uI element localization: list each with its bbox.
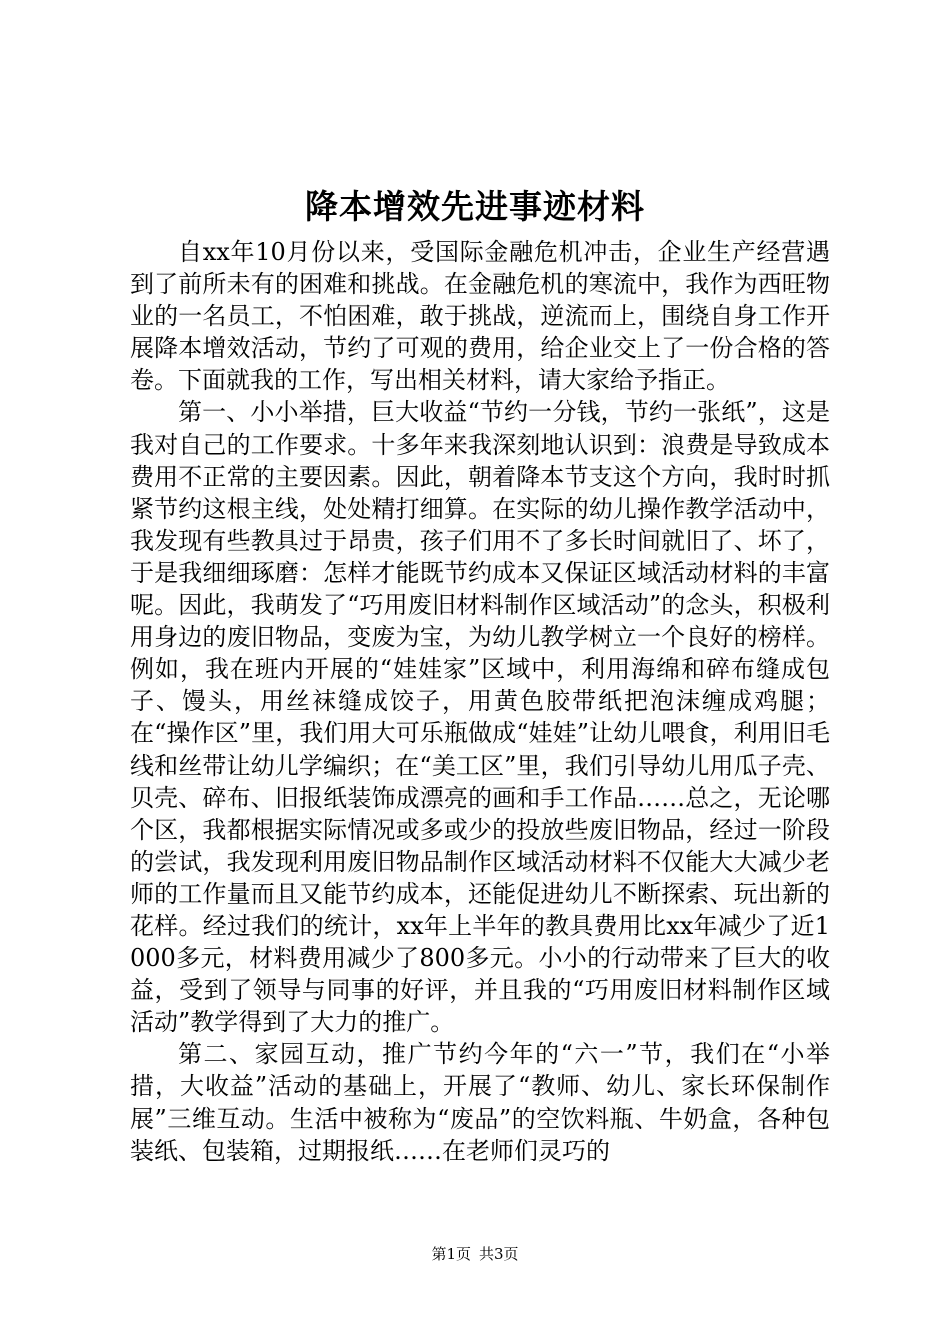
document-title: 降本增效先进事迹材料: [305, 187, 645, 226]
page-total: 共3页: [479, 1245, 519, 1263]
paragraph-section-one: 第一、小小举措，巨大收益“节约一分钱，节约一张纸”，这是我对自己的工作要求。十多年来我深刻地认识到：浪费是导致成本费用不正常的主要因素。因此，朝着降本节支这个方向，我时时抓紧节约这根主线，处处精打细算。在实际的幼儿操作教学活动中，我发现有些教具过于昂贵，孩子们用不了多长时间就旧了、坏了，于是我细细琢磨：怎样才能既节约成本又保证区域活动材料的丰富呢。因此，我萌发了“巧用废旧材料制作区域活动”的念头，积极利用身边的废旧物品，变废为宝，为幼儿教学树立一个良好的榜样。例如，我在班内开展的“娃娃家”区域中，利用海绵和碎布缝成包子、馒头，用丝袜缝成饺子，用黄色胶带纸把泡沫缠成鸡腿；在“操作区”里，我们用大可乐瓶做成“娃娃”让幼儿喂食，利用旧毛线和丝带让幼儿学编织；在“美工区”里，我们引导幼儿用瓜子壳、贝壳、碎布、旧报纸装饰成漂亮的画和手工作品……总之，无论哪个区，我都根据实际情况或多或少的投放些废旧物品，经过一阶段的尝试，我发现利用废旧物品制作区域活动材料不仅能大大减少老师的工作量而且又能节约成本，还能促进幼儿不断探索、玩出新的花样。经过我们的统计，xx年上半年的教具费用比xx年减少了近1000多元，材料费用减少了800多元。小小的行动带来了巨大的收益，受到了领导与同事的好评，并且我的“巧用废旧材料制作区域活动”教学得到了大力的推广。: [130, 398, 830, 1037]
paragraph-section-two: 第二、家园互动，推广节约今年的“六一”节，我们在“小举措，大收益”活动的基础上，开展了“教师、幼儿、家长环保制作展”三维互动。生活中被称为“废品”的空饮料瓶、牛奶盒，各种包装纸、包装箱，过期报纸……在老师们灵巧的: [130, 1040, 830, 1165]
page-number: 第1页: [431, 1245, 471, 1263]
page-footer: [0, 1243, 950, 1265]
document-body: [130, 236, 830, 1167]
paragraph-intro: 自xx年10月份以来，受国际金融危机冲击，企业生产经营遇到了前所未有的困难和挑战。在金融危机的寒流中，我作为西旺物业的一名员工，不怕困难，敢于挑战，逆流而上，围绕自身工作开展降本增效活动，节约了可观的费用，给企业交上了一份合格的答卷。下面就我的工作，写出相关材料，请大家给予指正。: [130, 238, 830, 395]
